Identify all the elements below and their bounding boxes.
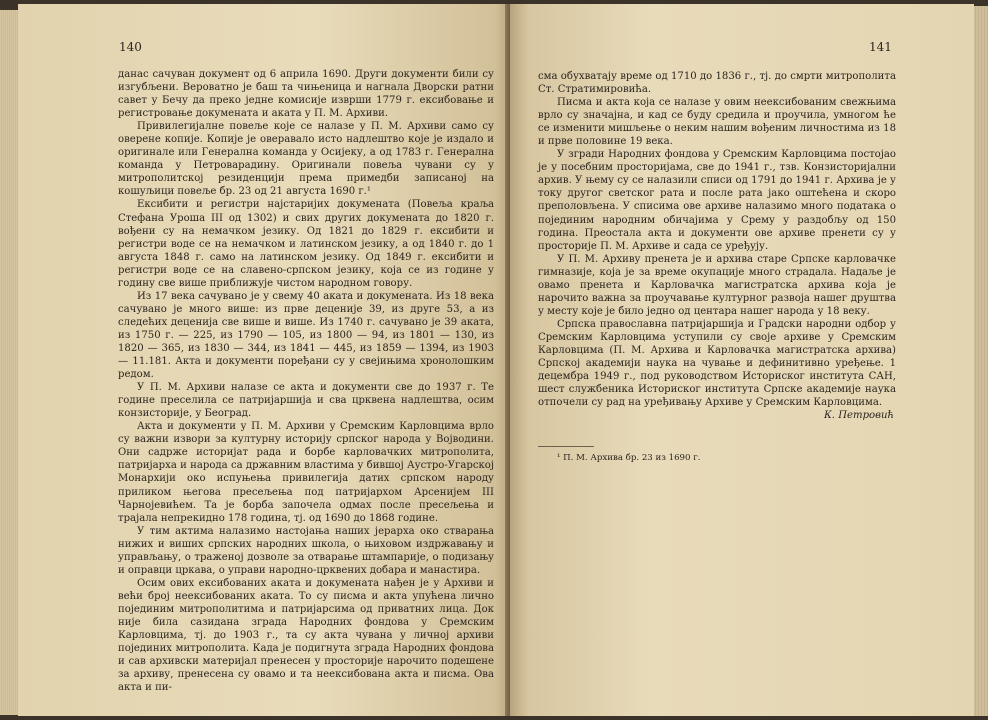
paragraph: сма обухватају време од 1710 до 1836 г., тј. до смрти митрополита Ст. Стратимировића.	[538, 71, 896, 96]
paragraph: Акта и документи у П. М. Архиви у Сремским Карловцима врло су важни извори за културну историју српског народа у Војводини. Они садрже историјат рада и борбе карловачких митрополита, патријарха и народа са државним властима у бившој Аустро-Угарској Монархији око испуњења привилегија датих српском народу приликом његова пресељења под патријархом Арсенијем III Чарнојевићем. Та је борба започела одмах после пресељења и трајала непрекидно 178 година, тј. од 1690 до 1868 године.	[118, 421, 494, 524]
paragraph: У П. М. Архиву пренета је и архива старе Српске карловачке гимназије, која је за време окупације много страдала. Надаље је овамо пренета и Карловачка магистратска архива која је нарочито важна за проучавање културног развоја нашег друштва у месту које је било једно од центара нашег народа у 18 веку.	[538, 253, 896, 317]
body-text	[538, 70, 896, 464]
footnote-divider	[538, 446, 594, 447]
left-page	[18, 4, 510, 716]
paragraph: Српска православна патријаршија и Градски народни одбор у Сремским Карловцима уступили су своје архиве у Сремским Карловцима (П. М. Архива и Карловачка магистратска архива) Српској академији наука на чување и дефинитивно уређење. 1 децембра 1949 г., под руководством Историског института САН, шест службеника Историског института Српске академије наука отпочели су рад на уређивању Архиве у Сремским Карловцима.	[538, 318, 896, 409]
body-text	[118, 68, 494, 694]
footnote: ¹ П. М. Архива бр. 23 из 1690 г.	[557, 453, 701, 464]
paragraph: Из 17 века сачувано је у свему 40 аката и докумената. Из 18 века сачувано је много више: из прве деценије 39, из друге 53, а из следећих деценија све више и више. Из 1740 г. сачувано је 39 аката, из 1750 г. — 225, из 1790 — 105, из 1800 — 94, из 1801 — 130, из 1820 — 365, из 1830 — 344, из 1841 — 445, из 1859 — 1394, из 1903 — 11.181. Акта и документи поређани су у свејињима хронолошким редом.	[118, 290, 494, 381]
page-number: 141	[869, 40, 892, 54]
paragraph: Осим ових ексибованих аката и докумената нађен је у Архиви и већи број неексибованих аката. То су писма и акта упућена лично појединим митрополитима и патријарсима од приватних лица. Док није била сазидана зграда Народних фондова у Сремским Карловцима, тј. до 1903 г., та су акта чувана у личној архиви појединих митрополита. Када је подигнута зграда Народних фондова и сав архивски материјал пренесен у просторије нарочито подешене за архиву, пренесена су овамо и та неексибована акта и писма. Ова акта и пи-	[118, 577, 494, 694]
paragraph: Писма и акта која се налазе у овим неексибованим свежњима врло су значајна, и кад се буду средила и проучила, умногом ће се изменити мишљење о неким нашим вођеним личностима из 18 и прве половине 19 века.	[538, 97, 896, 148]
paragraph: У тим актима налазимо настојања наших јерарха око стварања нижих и виших српских народних школа, о њиховом издржавању и управљању, о траженој дозволе за отварање штампарије, о подизању и оправци цркава, о управи народно-црквених добара и манастира.	[118, 525, 494, 576]
page-edges-right	[974, 6, 988, 716]
paragraph: Ексибити и регистри најстаријих докумената (Повеља краља Стефана Уроша III од 1302) и свих других докумената до 1820 г. вођени су на немачком језику. Од 1821 до 1829 г. ексибити и регистри воде се на немачком и латинском језику, а од 1840 г. до 1 августа 1848 г. само на латинском језику. Од 1849 г. ексибити и регистри воде се на славено-српском језику, која се из године у годину све више приближује чистом народном говору.	[118, 199, 494, 289]
paragraph: данас сачуван документ од 6 априла 1690. Други документи били су изгубљени. Вероватно је баш та чињеница и нагнала Дворски ратни савет у Бечу да преко једне комисије изврши 1779 г. ексибовање и регистровање докумената и аката у П. М. Архиви.	[118, 69, 494, 120]
paragraph: У П. М. Архиви налазе се акта и документи све до 1937 г. Те године преселила се патријаршија и сва црквена надлештва, осим конзисторије, у Београд.	[118, 382, 494, 420]
author-signature: К. Петровић	[824, 410, 894, 422]
page-number: 140	[119, 40, 142, 54]
right-page	[510, 4, 974, 716]
paragraph: У згради Народних фондова у Сремским Карловцима постојао је у посебним просторијама, све до 1941 г., тзв. Конзисторијални архив. У њему су се налазили списи од 1791 до 1941 г. Архива је у току другог светског рата и после рата јако оштећена и скоро преполовљена. У списима ове архиве налазимо много података о појединим народним обичајима у Срему у раздобљу од 150 година. Преостала акта и документи ове архиве пренети су у просторије П. М. Архиве и сада се уређују.	[538, 149, 896, 252]
paragraph: Привилегијалне повеље које се налазе у П. М. Архиви само су оверене копије. Копије је оверавало исто надлештво које је издало и оригинале или Генерална команда у Осијеку, а од 1783 г. Генерална команда у Петроварадину. Оригинали повеља чувани су у митрополитској резиденцији према примедби записаној на кошуљици повеље бр. 23 од 21 августа 1690 г.¹	[118, 121, 494, 198]
